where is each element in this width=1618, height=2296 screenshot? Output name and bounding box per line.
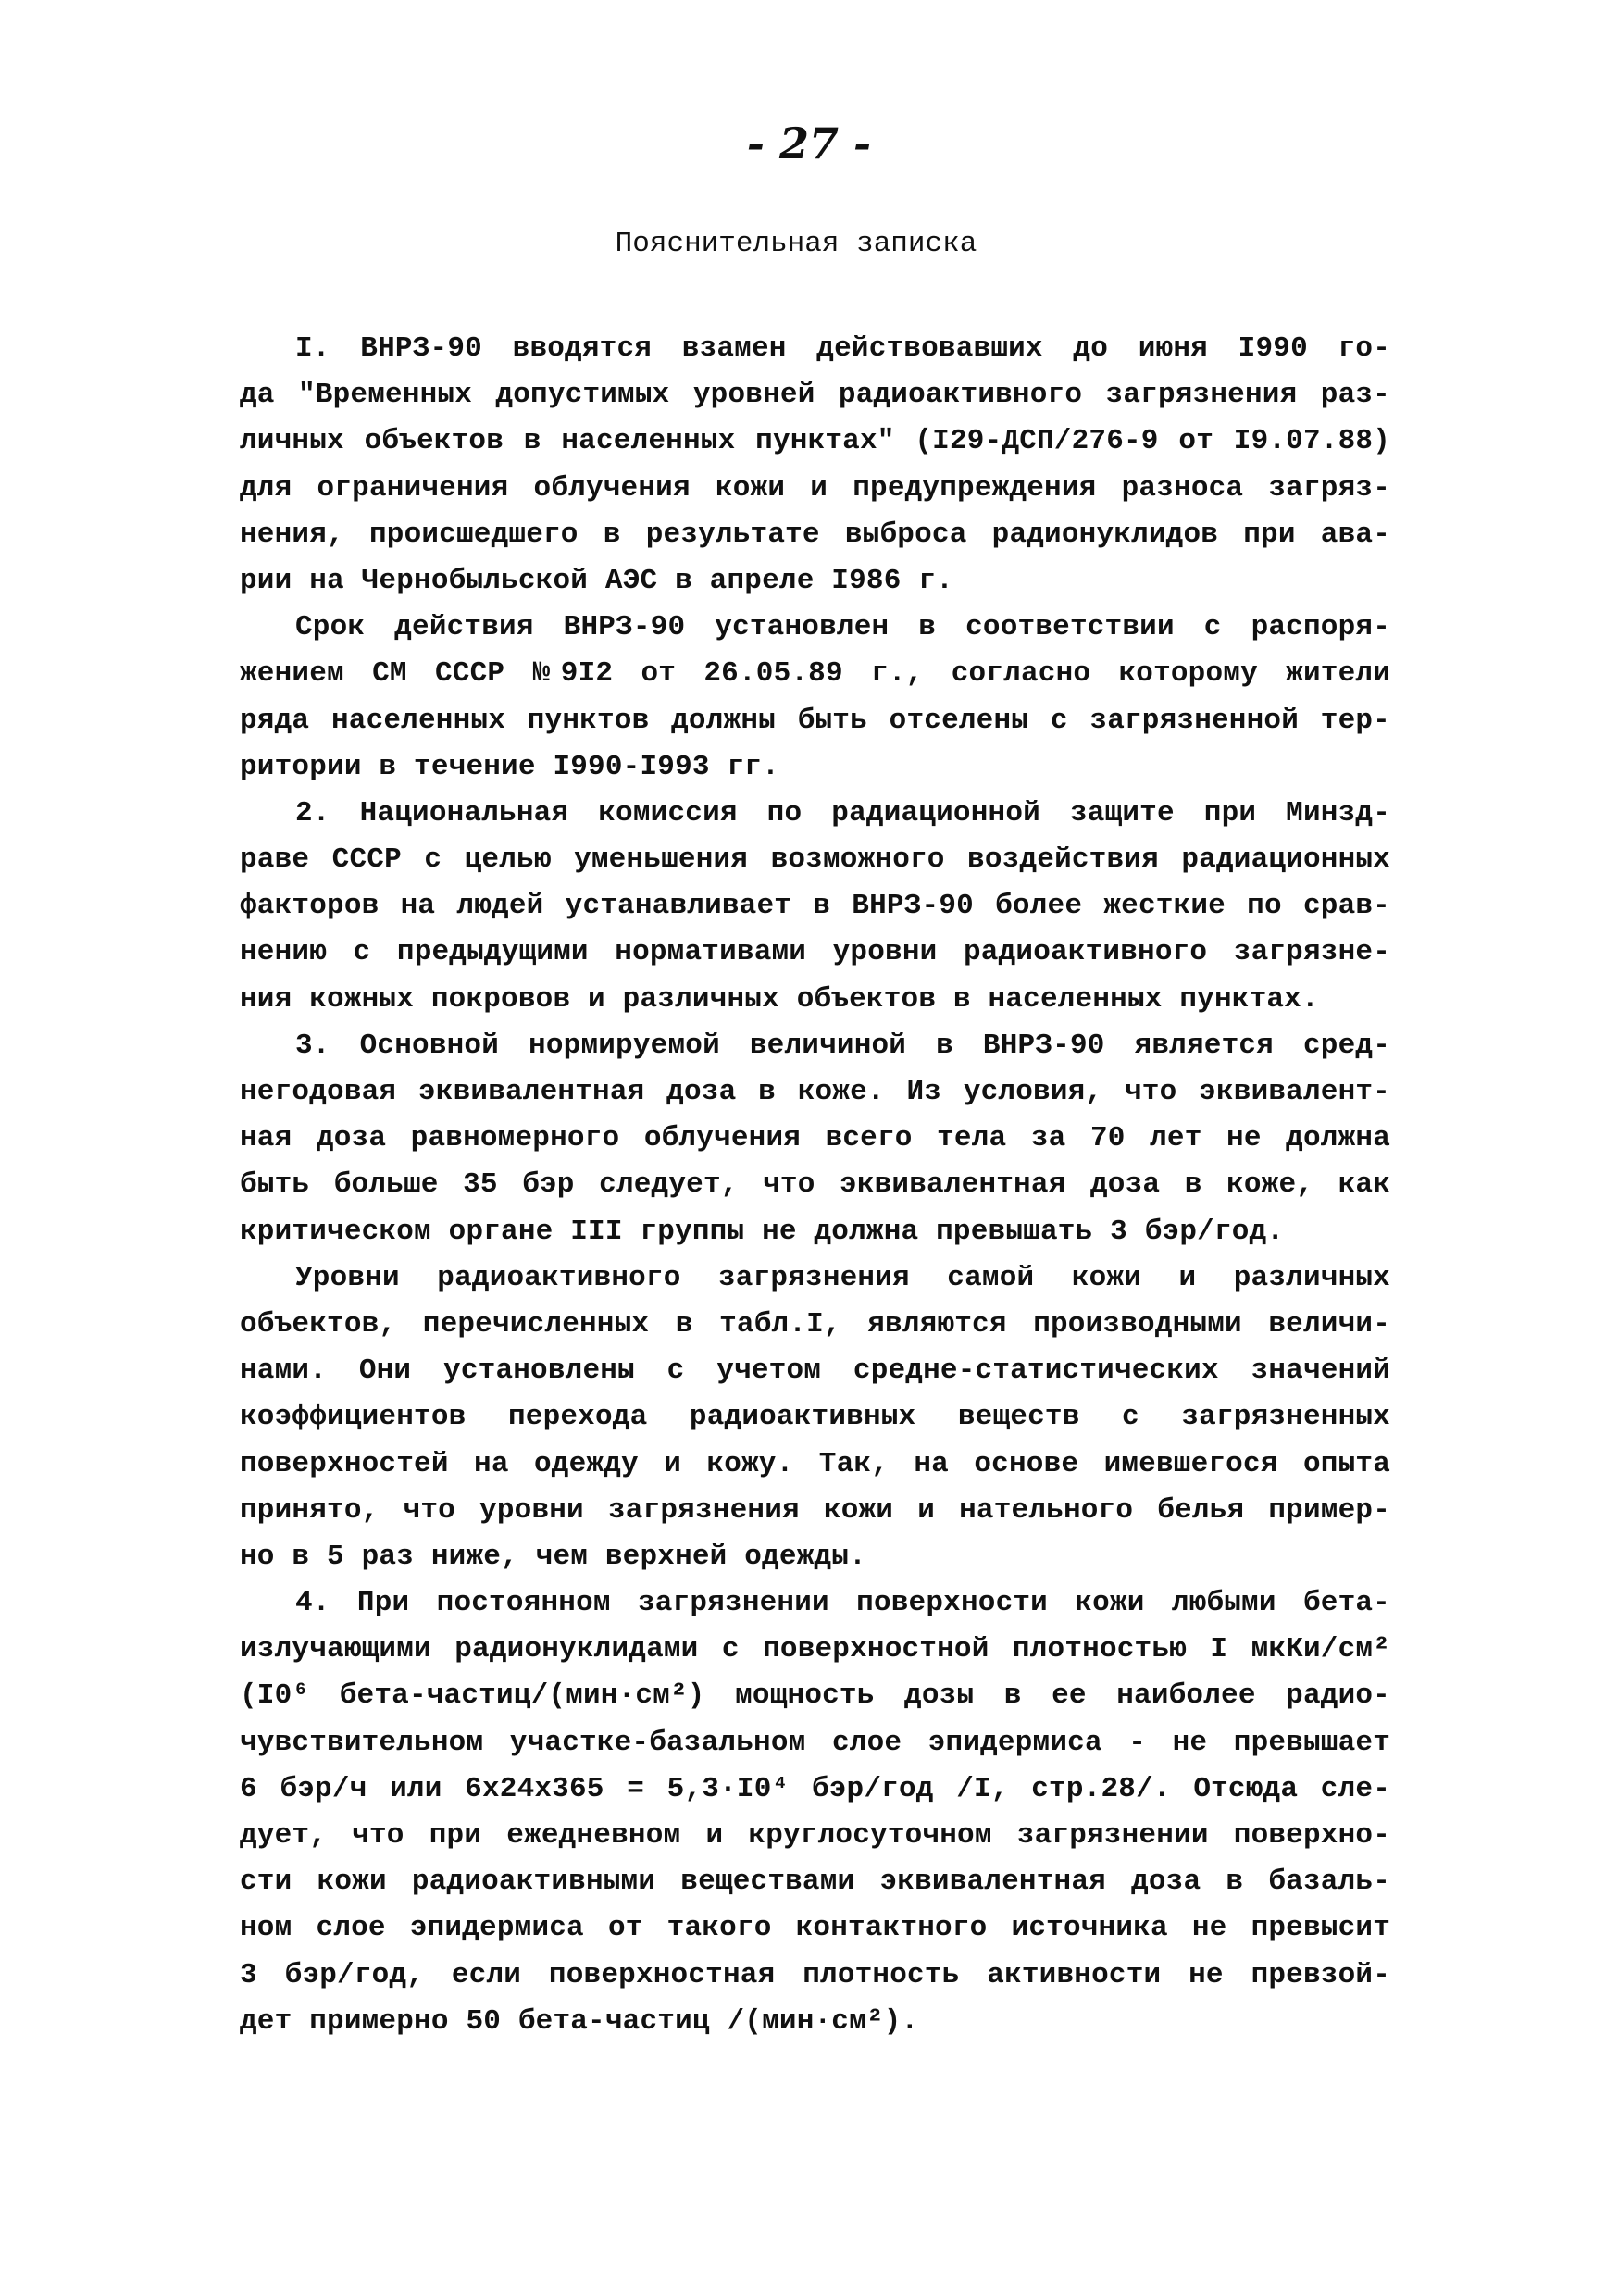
text-line: 3. Основной нормируемой величиной в ВНРЗ-90 является сред- (295, 1029, 1390, 1062)
page-number: - 27 - (746, 119, 872, 168)
text-line: поверхностей на одежду и кожу. Так, на основе имевшегося опыта (240, 1447, 1390, 1480)
text-line: объектов, перечисленных в табл.I, являются производными величи- (240, 1307, 1390, 1341)
text-line: нению с предыдущими нормативами уровни радиоактивного загрязне- (240, 936, 1390, 969)
text-line: нения, происшедшего в результате выброса радионуклидов при ава- (240, 518, 1390, 551)
paragraph (240, 1580, 1390, 2045)
document-body (240, 326, 1390, 2045)
text-line: ния кожных покровов и различных объектов в населенных пунктах. (240, 982, 1319, 1016)
text-line: быть больше 35 бэр следует, что эквивалентная доза в коже, как (240, 1168, 1390, 1202)
text-line: ном слое эпидермиса от такого контактного источника не превысит (240, 1912, 1390, 1945)
text-line: ряда населенных пунктов должны быть отселены с загрязненной тер- (240, 704, 1390, 737)
text-line: (I0⁶ бета-частиц/(мин·см²) мощность дозы в ее наиболее радио- (240, 1679, 1390, 1713)
text-line: 2. Национальная комиссия по радиационной защите при Минзд- (295, 796, 1390, 830)
text-line: принято, что уровни загрязнения кожи и нательного белья пример- (240, 1493, 1390, 1527)
text-line: жением СМ СССР №9I2 от 26.05.89 г., согласно которому жители (240, 657, 1390, 691)
text-line: факторов на людей устанавливает в ВНРЗ-90 более жесткие по срав- (240, 890, 1390, 923)
document-title: Пояснительная записка (615, 228, 977, 260)
text-line: излучающими радионуклидами с поверхностной плотностью I мкКи/см² (240, 1633, 1390, 1666)
paragraph (240, 1255, 1390, 1580)
text-line: ритории в течение I990-I993 гг. (240, 750, 779, 783)
text-line: рии на Чернобыльской АЭС в апреле I986 г. (240, 564, 953, 597)
text-line: нами. Они установлены с учетом средне-статистических значений (240, 1354, 1390, 1388)
paragraph (240, 791, 1390, 1023)
text-line: Уровни радиоактивного загрязнения самой кожи и различных (295, 1261, 1390, 1294)
text-line: 6 бэр/ч или 6х24х365 = 5,3·I0⁴ бэр/год /I, стр.28/. Отсюда сле- (240, 1772, 1390, 1805)
text-line: но в 5 раз ниже, чем верхней одежды. (240, 1540, 866, 1573)
text-line: да "Временных допустимых уровней радиоактивного загрязнения раз- (240, 379, 1390, 412)
paragraph (240, 1023, 1390, 1255)
text-line: негодовая эквивалентная доза в коже. Из условия, что эквивалент- (240, 1076, 1390, 1108)
text-line: 4. При постоянном загрязнении поверхности кожи любыми бета- (295, 1587, 1390, 1620)
text-line: 3 бэр/год, если поверхностная плотность активности не превзой- (240, 1958, 1390, 1991)
paragraph (240, 326, 1390, 605)
text-line: раве СССР с целью уменьшения возможного воздействия радиационных (240, 843, 1390, 877)
text-line: личных объектов в населенных пунктах" (I29-ДСП/276-9 от I9.07.88) (240, 425, 1390, 458)
text-line: дет примерно 50 бета-частиц /(мин·см²). (240, 2004, 919, 2038)
text-line: Срок действия ВНРЗ-90 установлен в соответствии с распоря- (295, 611, 1390, 644)
paragraph (240, 605, 1390, 791)
text-line: критическом органе III группы не должна превышать 3 бэр/год. (240, 1215, 1285, 1248)
text-line: коэффициентов перехода радиоактивных веществ с загрязненных (240, 1401, 1390, 1434)
text-line: I. ВНРЗ-90 вводятся взамен действовавших до июня I990 го- (295, 332, 1390, 365)
text-line: чувствительном участке-базальном слое эпидермиса - не превышает (240, 1726, 1390, 1759)
text-line: сти кожи радиоактивными веществами эквивалентная доза в базаль- (240, 1866, 1390, 1899)
text-line: дует, что при ежедневном и круглосуточном загрязнении поверхно- (240, 1819, 1390, 1852)
text-line: для ограничения облучения кожи и предупреждения разноса загряз- (240, 471, 1390, 505)
text-line: ная доза равномерного облучения всего тела за 70 лет не должна (240, 1122, 1390, 1155)
